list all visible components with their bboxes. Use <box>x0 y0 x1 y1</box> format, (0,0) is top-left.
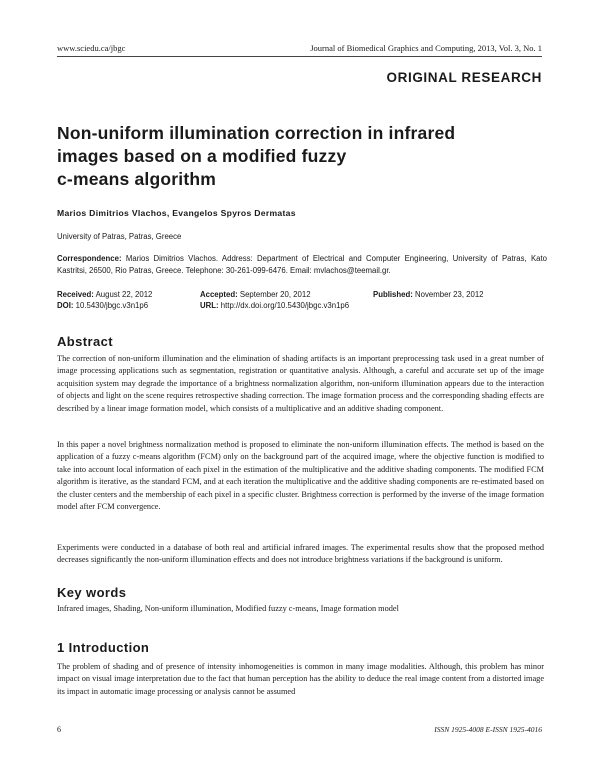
accepted-label: Accepted: <box>200 290 238 299</box>
correspondence <box>57 253 547 277</box>
title-line: c-means algorithm <box>57 169 216 189</box>
abstract-paragraph-1: The correction of non-uniform illumination and the elimination of shading artifacts is an important preprocessing task used in a great number of image processing applications such as segmentation, registration or quantitative analysis. Although, a careful and accurate set up of the image acquisition system may degrade the importance of a brightness normalization algorithm, non-uniform illumination appears due to the interaction of objects and light on the scene requires retrospective shading correction. The image formation process and the corresponding shading effects are described by a linear image formation model, which consists of a multiplicative and an additive shading component. <box>57 354 544 413</box>
page-number: 6 <box>57 725 61 734</box>
article-title <box>57 122 527 191</box>
published-label: Published: <box>373 290 413 299</box>
author-list: Marios Dimitrios Vlachos, Evangelos Spyros Dermatas <box>57 208 296 218</box>
accepted-date: September 20, 2012 <box>239 290 311 299</box>
introduction-heading: 1 Introduction <box>57 640 150 655</box>
correspondence-label: Correspondence: <box>57 254 122 263</box>
doi-label: DOI: <box>57 301 74 310</box>
abstract-paragraph-3: Experiments were conducted in a database of both real and artificial infrared images. The experimental results show that the proposed method decreases significantly the non-uniform illumination effects and does not introduce brightness variations if the background is uniform. <box>57 543 544 565</box>
article-category: ORIGINAL RESEARCH <box>386 70 542 85</box>
journal-citation: Journal of Biomedical Graphics and Computing, 2013, Vol. 3, No. 1 <box>310 43 542 53</box>
journal-url[interactable]: www.sciedu.ca/jbgc <box>57 43 126 53</box>
issn-text: ISSN 1925-4008 E-ISSN 1925-4016 <box>434 725 542 734</box>
keywords-text: Infrared images, Shading, Non-uniform illumination, Modified fuzzy c-means, Image formation model <box>57 604 399 613</box>
received-date: August 22, 2012 <box>95 290 153 299</box>
url-label: URL: <box>200 301 219 310</box>
publication-dates <box>57 289 547 311</box>
header-divider <box>57 56 542 57</box>
received-label: Received: <box>57 290 94 299</box>
doi-value[interactable]: 10.5430/jbgc.v3n1p6 <box>75 301 149 310</box>
title-line: images based on a modified fuzzy <box>57 146 347 166</box>
introduction-text: The problem of shading and of presence of intensity inhomogeneities is common in many image modalities. Although, this problem has minor impact on visual image interpretation due to the fact that human perception has the ability to deduce the real image content from a distorted image its impact in automatic image processing or analysis cannot be assumed <box>57 662 544 696</box>
abstract-heading: Abstract <box>57 334 113 349</box>
abstract-paragraph-2: In this paper a novel brightness normalization method is proposed to eliminate the non-uniform illumination effects. The method is based on the application of a fuzzy c-means algorithm (FCM) only on the background part of the acquired image, where the objective function is modified to take into account local information of each pixel in the estimation of the multiplicative and the additive shading components. The modified FCM algorithm is iterative, as the standard FCM, and at each iteration the multiplicative and the additive shading components are re-estimated based on the cluster centers and the membership of each pixel in a specific cluster. Brightness correction is performed by the inverse of the image formation model after FCM convergence. <box>57 440 544 512</box>
published-date: November 23, 2012 <box>415 290 484 299</box>
title-line: Non-uniform illumination correction in infrared <box>57 123 456 143</box>
correspondence-text: Marios Dimitrios Vlachos. Address: Department of Electrical and Computer Engineering, University of Patras, Kato Kastritsi, 26500, Rio Patras, Greece. Telephone: 30-261-099-6476. Email: mvlachos@teemail.gr. <box>57 254 547 275</box>
url-link[interactable]: http://dx.doi.org/10.5430/jbgc.v3n1p6 <box>220 301 350 310</box>
affiliation: University of Patras, Patras, Greece <box>57 232 182 241</box>
keywords-heading: Key words <box>57 585 127 600</box>
